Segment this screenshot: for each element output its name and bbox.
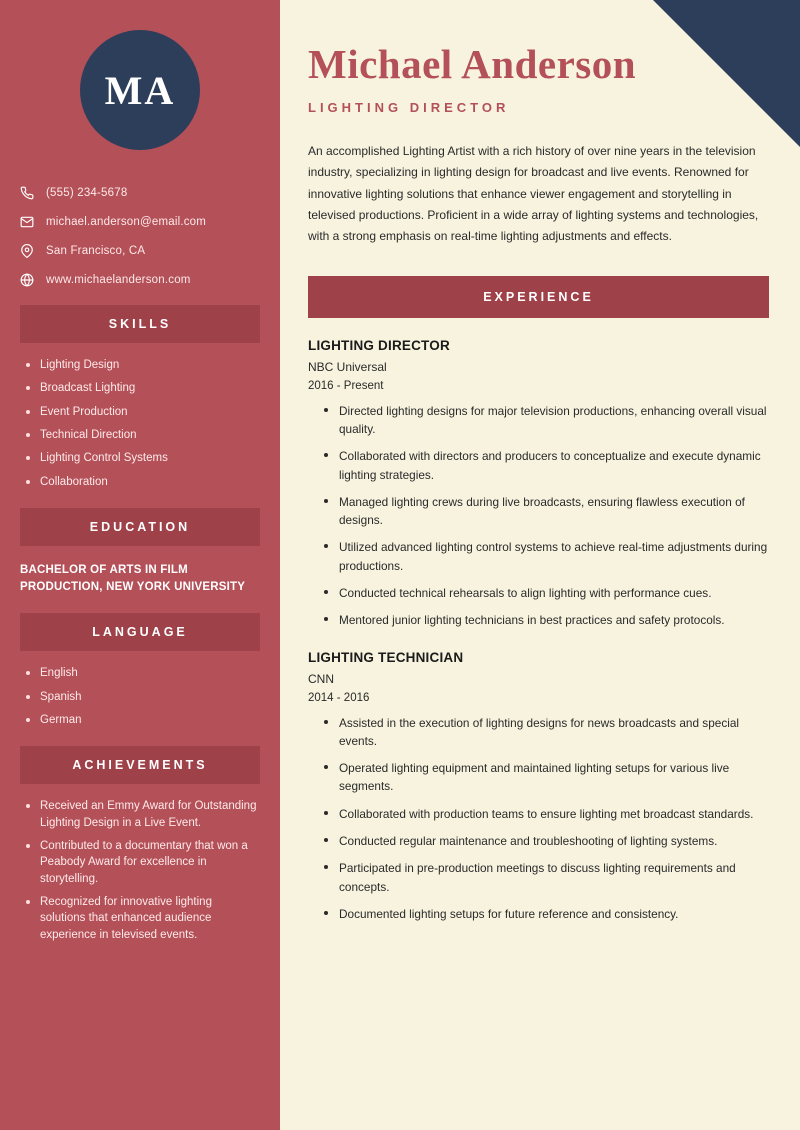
- list-item: Event Production: [26, 404, 260, 420]
- experience-title: LIGHTING DIRECTOR: [308, 337, 450, 353]
- language-section-body: [0, 651, 280, 728]
- list-item: Utilized advanced lighting control systems to achieve real-time adjustments during productions.: [324, 538, 769, 575]
- profile-summary: An accomplished Lighting Artist with a rich history of over nine years in the television industry, specializing in lighting design for broadcast and live events. Renowned for innovative lighting solutions that enhance viewer engagement and storytelling in televised productions. Proficient in a wide array of lighting systems and technologies, with a strong emphasis on real-time lighting adjustments and effects.: [308, 144, 759, 244]
- location-pin-icon: [20, 244, 46, 258]
- avatar: MA: [80, 30, 200, 150]
- list-item: Documented lighting setups for future reference and consistency.: [324, 905, 769, 923]
- contact-item-website[interactable]: [20, 273, 258, 287]
- list-item: Conducted regular maintenance and troubleshooting of lighting systems.: [324, 832, 769, 850]
- list-item: English: [26, 665, 260, 681]
- experience-bullet-list: [308, 402, 769, 630]
- contact-website-text: www.michaelanderson.com: [46, 274, 191, 286]
- list-item: Managed lighting crews during live broadcasts, ensuring flawless execution of designs.: [324, 493, 769, 530]
- skills-section-body: [0, 343, 280, 490]
- experience-entry: [308, 338, 769, 630]
- phone-icon: [20, 186, 46, 200]
- experience-entry: [308, 650, 769, 924]
- list-item: Recognized for innovative lighting solutions that enhanced audience experience in televised events.: [26, 894, 260, 943]
- envelope-icon: [20, 215, 46, 229]
- list-item: Spanish: [26, 689, 260, 705]
- achievements-section-body: [0, 784, 280, 943]
- list-item: Lighting Design: [26, 357, 260, 373]
- experience-company: NBC Universal: [308, 359, 387, 374]
- column-divider: [280, 0, 308, 1130]
- list-item: German: [26, 712, 260, 728]
- skills-list: [26, 357, 260, 490]
- list-item: Participated in pre-production meetings to discuss lighting requirements and concepts.: [324, 859, 769, 896]
- globe-icon: [20, 273, 46, 287]
- avatar-container: [0, 0, 280, 150]
- list-item: Contributed to a documentary that won a Peabody Award for excellence in storytelling.: [26, 838, 260, 887]
- list-item: Broadcast Lighting: [26, 380, 260, 396]
- contact-list: [0, 186, 280, 287]
- list-item: Directed lighting designs for major television productions, enhancing overall visual quality.: [324, 402, 769, 439]
- list-item: Mentored junior lighting technicians in best practices and safety protocols.: [324, 611, 769, 629]
- list-item: Collaborated with production teams to ensure lighting met broadcast standards.: [324, 805, 769, 823]
- list-item: Technical Direction: [26, 427, 260, 443]
- experience-title: LIGHTING TECHNICIAN: [308, 649, 464, 665]
- section-heading-language: LANGUAGE: [20, 613, 260, 651]
- contact-item-email[interactable]: [20, 215, 258, 229]
- achievements-list: [26, 798, 260, 943]
- contact-email-text: michael.anderson@email.com: [46, 216, 207, 228]
- section-heading-experience: EXPERIENCE: [308, 276, 769, 318]
- list-item: Conducted technical rehearsals to align lighting with performance cues.: [324, 584, 769, 602]
- experience-dates: 2016 - Present: [308, 379, 384, 392]
- job-role-subtitle: LIGHTING DIRECTOR: [308, 100, 510, 115]
- sidebar: [0, 0, 280, 1130]
- experience-company: CNN: [308, 671, 334, 686]
- experience-bullet-list: [308, 714, 769, 924]
- contact-item-phone[interactable]: [20, 186, 258, 200]
- contact-item-location[interactable]: [20, 244, 258, 258]
- experience-dates: 2014 - 2016: [308, 691, 370, 704]
- list-item: Assisted in the execution of lighting designs for news broadcasts and special events.: [324, 714, 769, 751]
- contact-phone-text: (555) 234-5678: [46, 187, 128, 199]
- section-heading-skills: SKILLS: [20, 305, 260, 343]
- list-item: Collaboration: [26, 474, 260, 490]
- list-item: Collaborated with directors and producers to conceptualize and execute dynamic lighting strategies.: [324, 447, 769, 484]
- education-degree: BACHELOR OF ARTS IN FILM PRODUCTION, NEW YORK UNIVERSITY: [20, 563, 246, 593]
- page-title: Michael Anderson: [308, 41, 637, 87]
- list-item: Received an Emmy Award for Outstanding Lighting Design in a Live Event.: [26, 798, 260, 831]
- section-heading-education: EDUCATION: [20, 508, 260, 546]
- list-item: Lighting Control Systems: [26, 450, 260, 466]
- education-section-body: [0, 546, 280, 595]
- corner-accent-triangle: [653, 0, 800, 150]
- language-list: [26, 665, 260, 728]
- contact-location-text: San Francisco, CA: [46, 245, 146, 257]
- section-heading-achievements: ACHIEVEMENTS: [20, 746, 260, 784]
- main-content: [308, 0, 800, 1130]
- list-item: Operated lighting equipment and maintained lighting setups for various live segments.: [324, 759, 769, 796]
